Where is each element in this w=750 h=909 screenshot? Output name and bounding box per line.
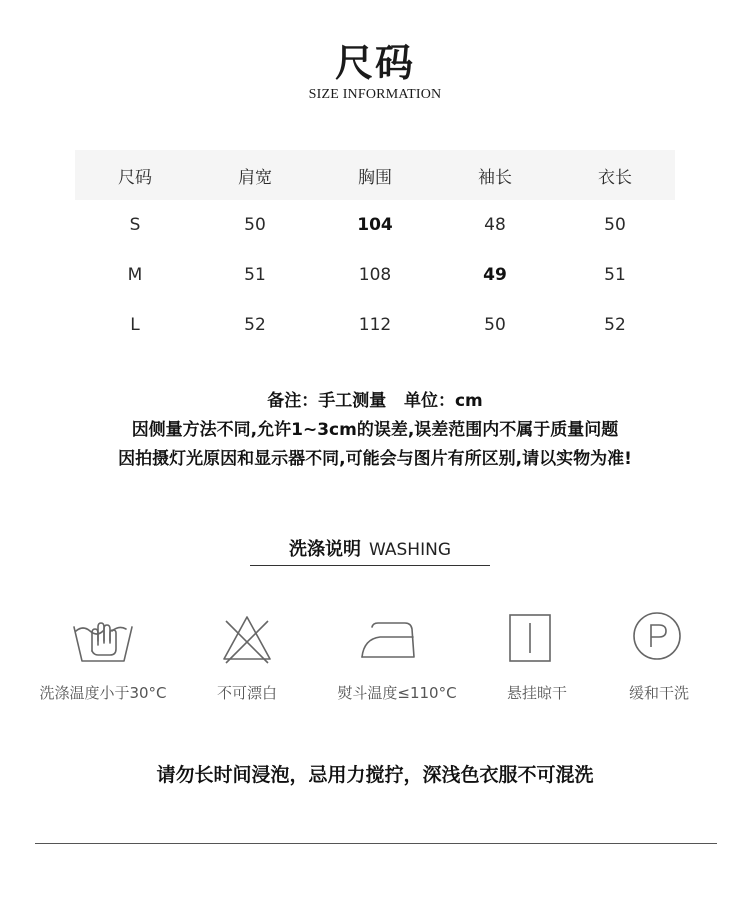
page-subtitle: SIZE INFORMATION: [308, 87, 442, 102]
table-row: [75, 250, 675, 300]
washing-heading-cn: 洗涤说明: [289, 539, 361, 560]
washing-heading-en: WASHING: [369, 540, 451, 560]
table-cell: 50: [604, 215, 626, 235]
table-cell: 51: [244, 265, 266, 285]
table-cell: 51: [604, 265, 626, 285]
table-row: [75, 200, 675, 250]
table-cell: S: [129, 215, 141, 235]
table-cell: L: [130, 315, 140, 335]
table-header-row: [75, 150, 675, 200]
size-table: [75, 150, 675, 350]
table-cell: 49: [483, 265, 507, 285]
header-shoulder: 肩宽: [238, 167, 272, 188]
header-chest: 胸围: [358, 167, 392, 188]
no-bleach-icon: [212, 605, 282, 675]
note-measurement: 备注：手工测量 单位：cm: [267, 391, 483, 411]
iron-label: 熨斗温度≤110°C: [337, 684, 457, 702]
table-cell: 48: [484, 215, 506, 235]
header-sleeve: 袖长: [478, 167, 512, 188]
table-cell: 50: [484, 315, 506, 335]
hand-wash-label: 洗涤温度小于30°C: [39, 684, 167, 702]
note-color-disclaimer: 因拍摄灯光原因和显示器不同,可能会与图片有所区别,请以实物为准!: [118, 449, 632, 469]
hang-dry-icon: [494, 605, 564, 675]
iron-icon: [352, 605, 422, 675]
hang-dry-label: 悬挂晾干: [506, 684, 567, 702]
table-cell: M: [127, 265, 143, 285]
table-cell: 112: [358, 315, 392, 335]
bottom-divider: [35, 843, 717, 844]
washing-heading: [250, 535, 490, 566]
hand-wash-icon: [68, 605, 138, 675]
header-length: 衣长: [598, 167, 632, 188]
note-tolerance: 因侧量方法不同,允许1~3cm的误差,误差范围内不属于质量问题: [131, 420, 619, 440]
no-bleach-label: 不可漂白: [216, 684, 277, 702]
care-instructions: 请勿长时间浸泡，忌用力搅拧，深浅色衣服不可混洗: [156, 764, 594, 786]
gentle-dry-clean-icon: [622, 605, 692, 675]
table-cell: 108: [358, 265, 392, 285]
header-size: 尺码: [118, 167, 152, 188]
table-row: [75, 300, 675, 350]
page-title: 尺码: [334, 41, 415, 85]
table-cell: 50: [244, 215, 266, 235]
table-cell: 52: [604, 315, 626, 335]
table-cell: 104: [357, 215, 393, 235]
gentle-dry-clean-label: 缓和干洗: [628, 684, 689, 702]
table-cell: 52: [244, 315, 266, 335]
